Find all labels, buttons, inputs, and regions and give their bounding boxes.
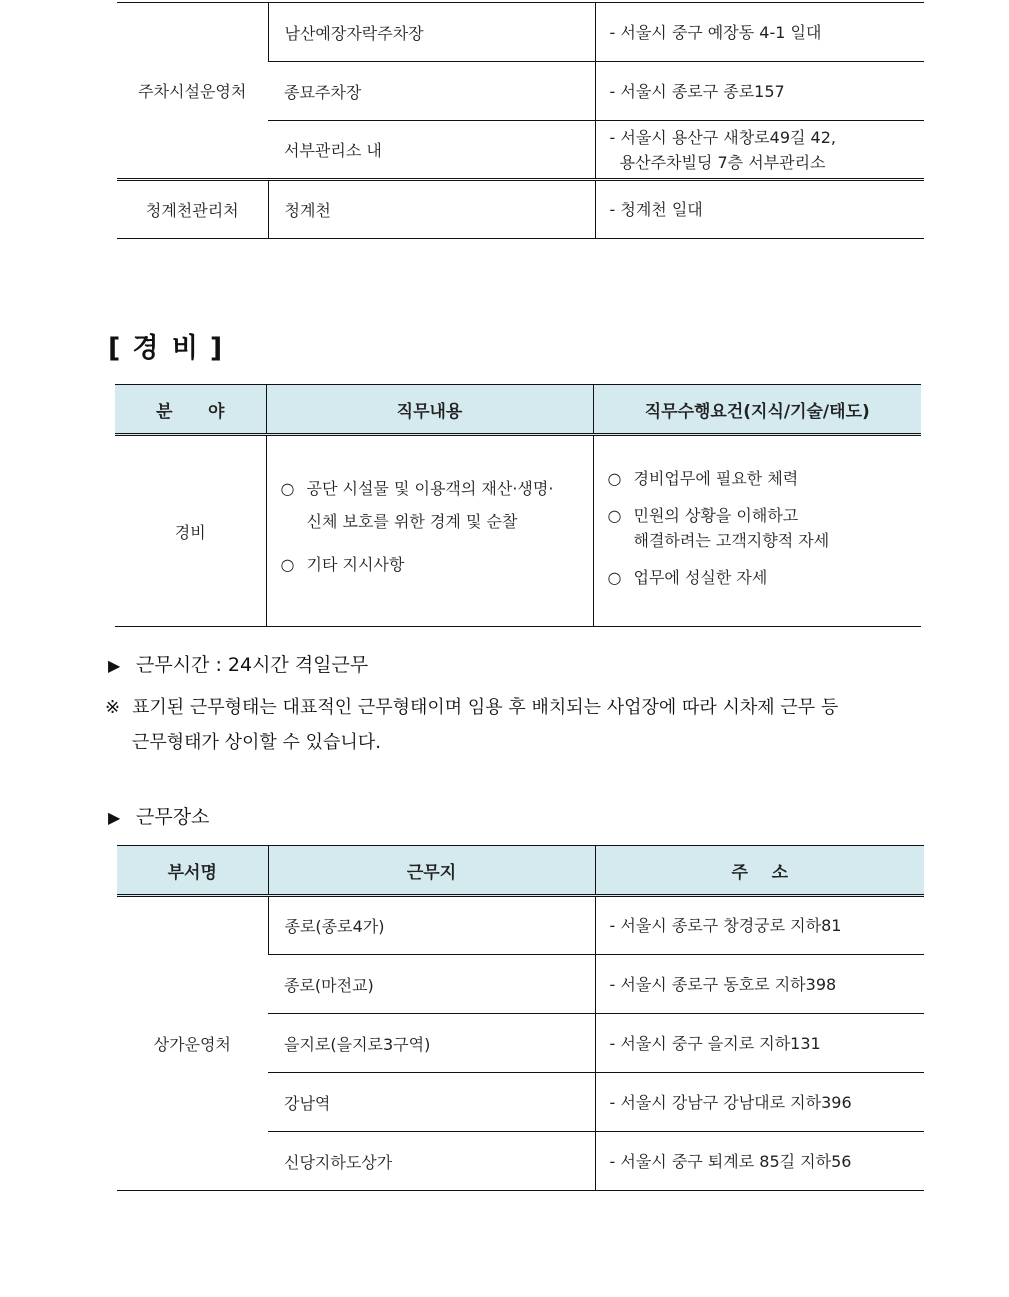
table-row: [117, 180, 924, 239]
site-cell: 서부관리소 내: [268, 121, 595, 180]
table-row: [117, 3, 924, 62]
table-header-row: [117, 846, 924, 896]
address-cell: - 청계천 일대: [595, 180, 924, 239]
note-line: 표기된 근무형태는 대표적인 근무형태이며 임용 후 배치되는 사업장에 따라 시차제 근무 등: [132, 697, 839, 718]
header-dept: 부서명: [117, 846, 268, 896]
site-cell: 을지로(을지로3구역): [268, 1014, 595, 1073]
requirement-item: [608, 565, 922, 590]
address-line: 용산주차빌딩 7층 서부관리소: [609, 152, 826, 172]
address-cell: - 서울시 중구 예장동 4-1 일대: [595, 3, 924, 62]
triangle-right-icon: ▶: [108, 656, 121, 675]
section-title-text: 경 비: [132, 333, 200, 364]
duty-item: [281, 548, 593, 581]
address-cell: - 서울시 종로구 창경궁로 지하81: [595, 896, 924, 955]
site-cell: 청계천: [268, 180, 595, 239]
dept-cell: 상가운영처: [117, 896, 268, 1191]
duty-line: 기타 지시사항: [306, 554, 405, 574]
work-place-table: [117, 845, 924, 1191]
header-address: 주 소: [595, 846, 924, 896]
header-site: 근무지: [268, 846, 595, 896]
site-cell: 남산예장자락주차장: [268, 3, 595, 62]
bracket-open: [: [108, 333, 123, 364]
triangle-right-icon: ▶: [108, 808, 121, 827]
work-hours-text: 근무시간 : 24시간 격일근무: [136, 654, 369, 676]
header-field: 분 야: [115, 385, 266, 435]
circle-bullet-icon: ○: [607, 469, 622, 488]
circle-bullet-icon: ○: [607, 568, 622, 587]
requirement-line: 해결하려는 고객지향적 자세: [633, 531, 830, 550]
note: [105, 690, 925, 760]
work-place-text: 근무장소: [136, 806, 210, 828]
section-title: [108, 326, 224, 365]
table-row: [117, 896, 924, 955]
requirement-line: 업무에 성실한 자세: [633, 568, 768, 587]
circle-bullet-icon: ○: [607, 506, 622, 525]
requirement-line: 경비업무에 필요한 체력: [633, 469, 799, 488]
circle-bullet-icon: ○: [280, 478, 295, 498]
bracket-close: ]: [209, 333, 225, 364]
address-cell: - 서울시 종로구 종로157: [595, 62, 924, 121]
guard-duty-table: [115, 384, 921, 627]
site-cell: 신당지하도상가: [268, 1132, 595, 1191]
duties-cell: [266, 435, 593, 627]
address-cell: - 서울시 종로구 동호로 지하398: [595, 955, 924, 1014]
header-requirements: 직무수행요건(지식/기술/태도): [593, 385, 921, 435]
address-line: - 서울시 용산구 새창로49길 42,: [609, 127, 836, 147]
header-duties: 직무내용: [266, 385, 593, 435]
site-cell: 강남역: [268, 1073, 595, 1132]
parking-location-table: [117, 2, 924, 239]
reference-mark-icon: ※: [105, 697, 121, 718]
address-cell: [595, 121, 924, 180]
address-cell: - 서울시 강남구 강남대로 지하396: [595, 1073, 924, 1132]
address-cell: - 서울시 중구 을지로 지하131: [595, 1014, 924, 1073]
site-cell: 종로(종로4가): [268, 896, 595, 955]
dept-cell: 주차시설운영처: [117, 3, 268, 180]
table-header-row: [115, 385, 921, 435]
duty-line: 신체 보호를 위한 경계 및 순찰: [306, 511, 518, 531]
site-cell: 종로(마전교): [268, 955, 595, 1014]
circle-bullet-icon: ○: [280, 554, 295, 574]
requirement-item: [608, 466, 922, 491]
field-cell: 경비: [115, 435, 266, 627]
requirement-item: [608, 503, 922, 553]
requirement-line: 민원의 상황을 이해하고: [633, 506, 799, 525]
note-line: 근무형태가 상이할 수 있습니다.: [132, 732, 381, 753]
work-place-heading: [108, 802, 209, 829]
address-cell: - 서울시 중구 퇴계로 85길 지하56: [595, 1132, 924, 1191]
duty-line: 공단 시설물 및 이용객의 재산·생명·: [306, 478, 554, 498]
site-cell: 종묘주차장: [268, 62, 595, 121]
dept-cell: 청계천관리처: [117, 180, 268, 239]
work-hours: [108, 650, 368, 677]
duty-item: [281, 472, 593, 538]
requirements-cell: [593, 435, 921, 627]
table-row: [115, 435, 921, 627]
